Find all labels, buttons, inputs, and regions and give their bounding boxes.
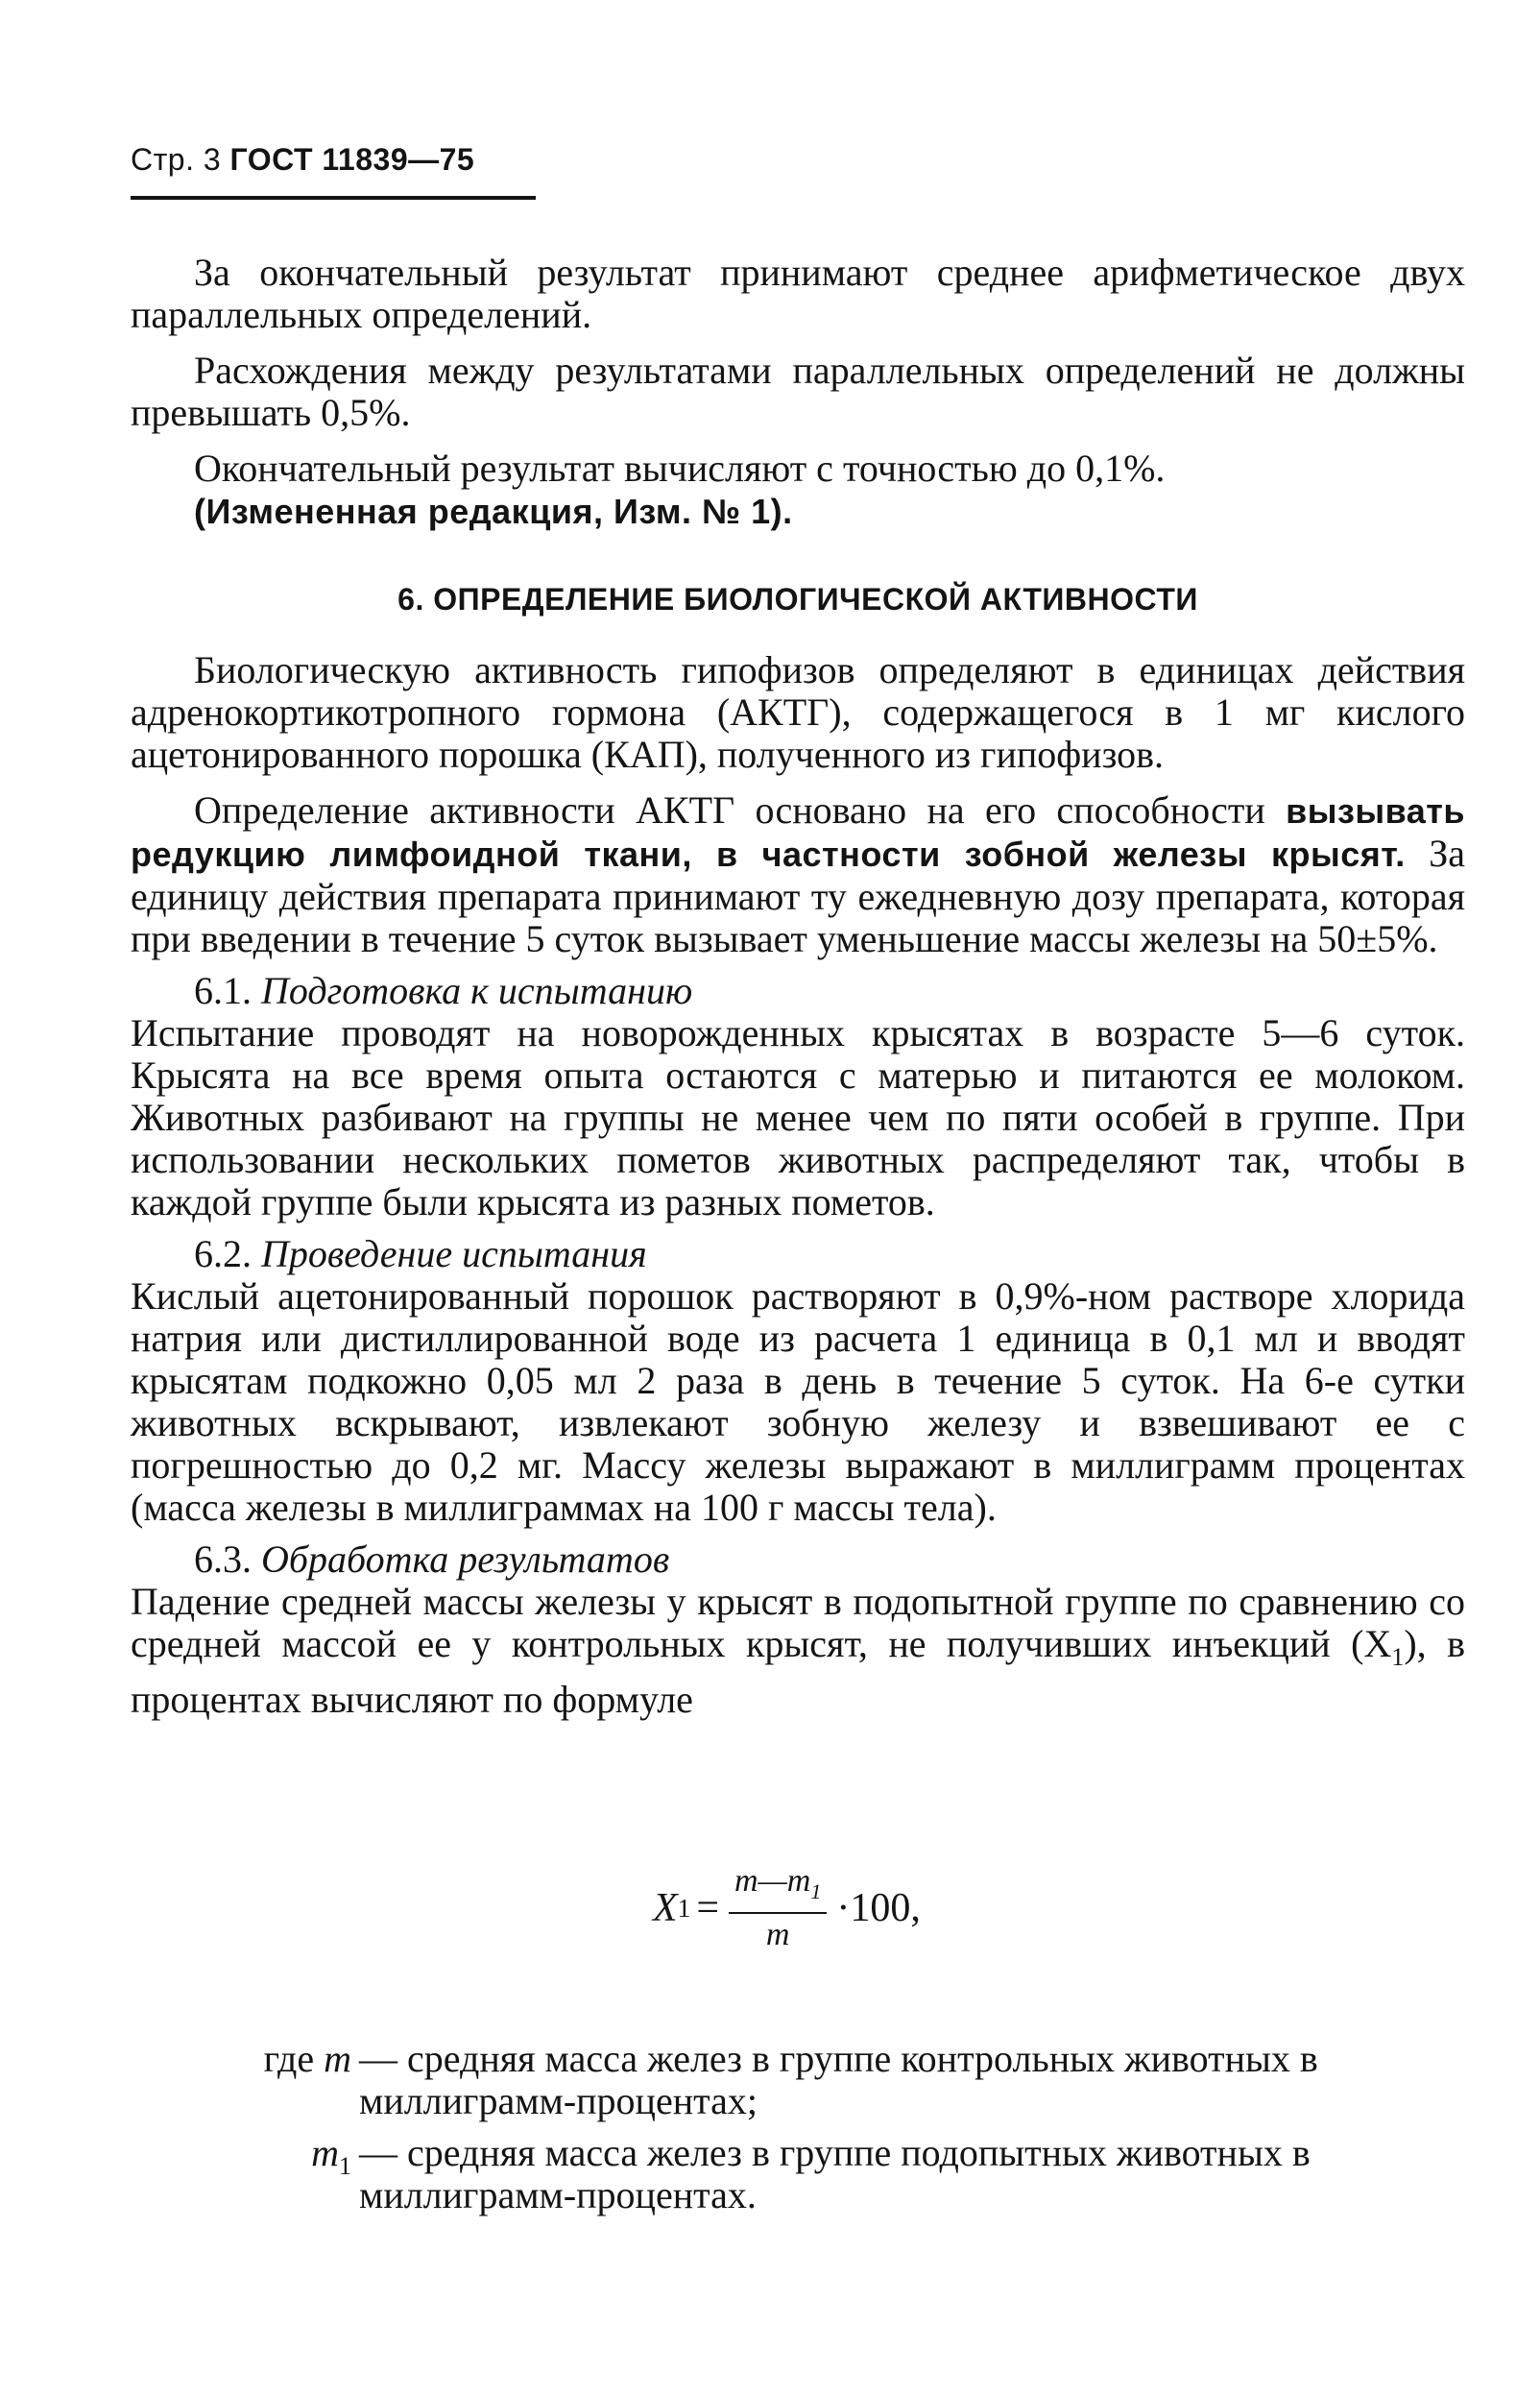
definition-m: где m — средняя масса желез в группе контрольных животных в миллиграмм-процентах; <box>169 2038 1465 2122</box>
formula-fraction <box>729 1863 827 1954</box>
formula-denominator: m <box>765 1916 790 1952</box>
intro-paragraph-2: Расхождения между результатами параллельных определений не должны превышать 0,5%. <box>131 349 1465 434</box>
section-paragraph-1: Биологическую активность гипофизов определяют в единицах действия адренокортикотропного гормона (АКТГ), содержащегося в 1 мг кислого ацетонированного порошка (КАП), полученного из гипофизов. <box>131 648 1465 776</box>
subsection-6-2-text: Кислый ацетонированный порошок растворяют в 0,9%-ном растворе хлорида натрия или дистиллированной воде из расчета 1 единица в 0,1 мл и вводят крысятам подкожно 0,05 мл 2 раза в день в течение 5 суток. На 6-е сутки животных вскрывают, извлекают зобную железу и взвешивают ее с погрешностью до 0,2 мг. Массу железы выражают в миллиграмм процентах (масса железы в миллиграммах на 100 г массы тела). <box>131 1274 1465 1529</box>
subsection-6-3-heading: 6.3. Обработка результатов <box>194 1537 670 1581</box>
intro-paragraph-1: За окончательный результат принимают среднее арифметическое двух параллельных определений. <box>131 251 1465 336</box>
formula-lhs: X <box>653 1886 678 1931</box>
formula-numerator: $m—m_1$ <box>729 1863 827 1914</box>
definition-m1-text: — средняя масса желез в группе подопытных животных в миллиграмм-процентах. <box>359 2131 1311 2216</box>
page-number: Стр. 3 <box>131 142 222 177</box>
page-header <box>131 142 474 178</box>
header-rule <box>131 196 536 200</box>
definition-m1: $m_1$ — средняя масса желез в группе подопытных животных в миллиграмм-процентах. <box>169 2132 1465 2216</box>
variable-definitions <box>169 2038 1465 2216</box>
symbol-m: m <box>324 2037 351 2080</box>
formula-tail: ·100, <box>836 1886 921 1931</box>
subsection-6-1-text: Испытание проводят на новорожденных крысятах в возрасте 5—6 суток. Крысята на все время опыта остаются с матерью и питаются ее молоком. Животных разбивают на группы не менее чем по пяти особей в группе. При использовании нескольких пометов животных распределяют так, чтобы в каждой группе были крысята из разных пометов. <box>131 1011 1465 1223</box>
formula-equals: = <box>696 1886 719 1931</box>
section-body <box>131 649 1465 1721</box>
section-title: 6. ОПРЕДЕЛЕНИЕ БИОЛОГИЧЕСКОЙ АКТИВНОСТИ <box>397 582 1198 617</box>
intro-paragraph-3: Окончательный результат вычисляют с точностью до 0,1%. <box>194 447 1166 490</box>
definition-m-text: — средняя масса желез в группе контрольных животных в миллиграмм-процентах; <box>359 2037 1318 2122</box>
standard-code: ГОСТ 11839—75 <box>229 142 475 177</box>
subsection-6-3-text: Падение средней массы железы у крысят в подопытной группе по сравнению со средней массой ее у контрольных крысят, не получивших инъекций $(X_1)$, в процентах вычисляют по формуле <box>131 1580 1465 1721</box>
formula-lhs-sub: 1 <box>677 1893 691 1923</box>
amendment-note: (Измененная редакция, Изм. № 1). <box>194 492 793 531</box>
subsection-6-2-heading: 6.2. Проведение испытания <box>194 1232 647 1275</box>
formula <box>653 1863 921 1954</box>
section-paragraph-2: Определение активности АКТГ основано на его способности вызывать редукцию лимфоидной ткани, в частности зобной железы крысят. За единицу действия препарата принимают ту ежедневную дозу препарата, которая при введении в течение 5 суток вызывает уменьшение массы железы на 50±5%. <box>131 788 1466 960</box>
symbol-m1: m <box>311 2131 339 2174</box>
intro-block <box>131 252 1465 533</box>
subsection-6-1-heading: 6.1. Подготовка к испытанию <box>194 969 693 1012</box>
